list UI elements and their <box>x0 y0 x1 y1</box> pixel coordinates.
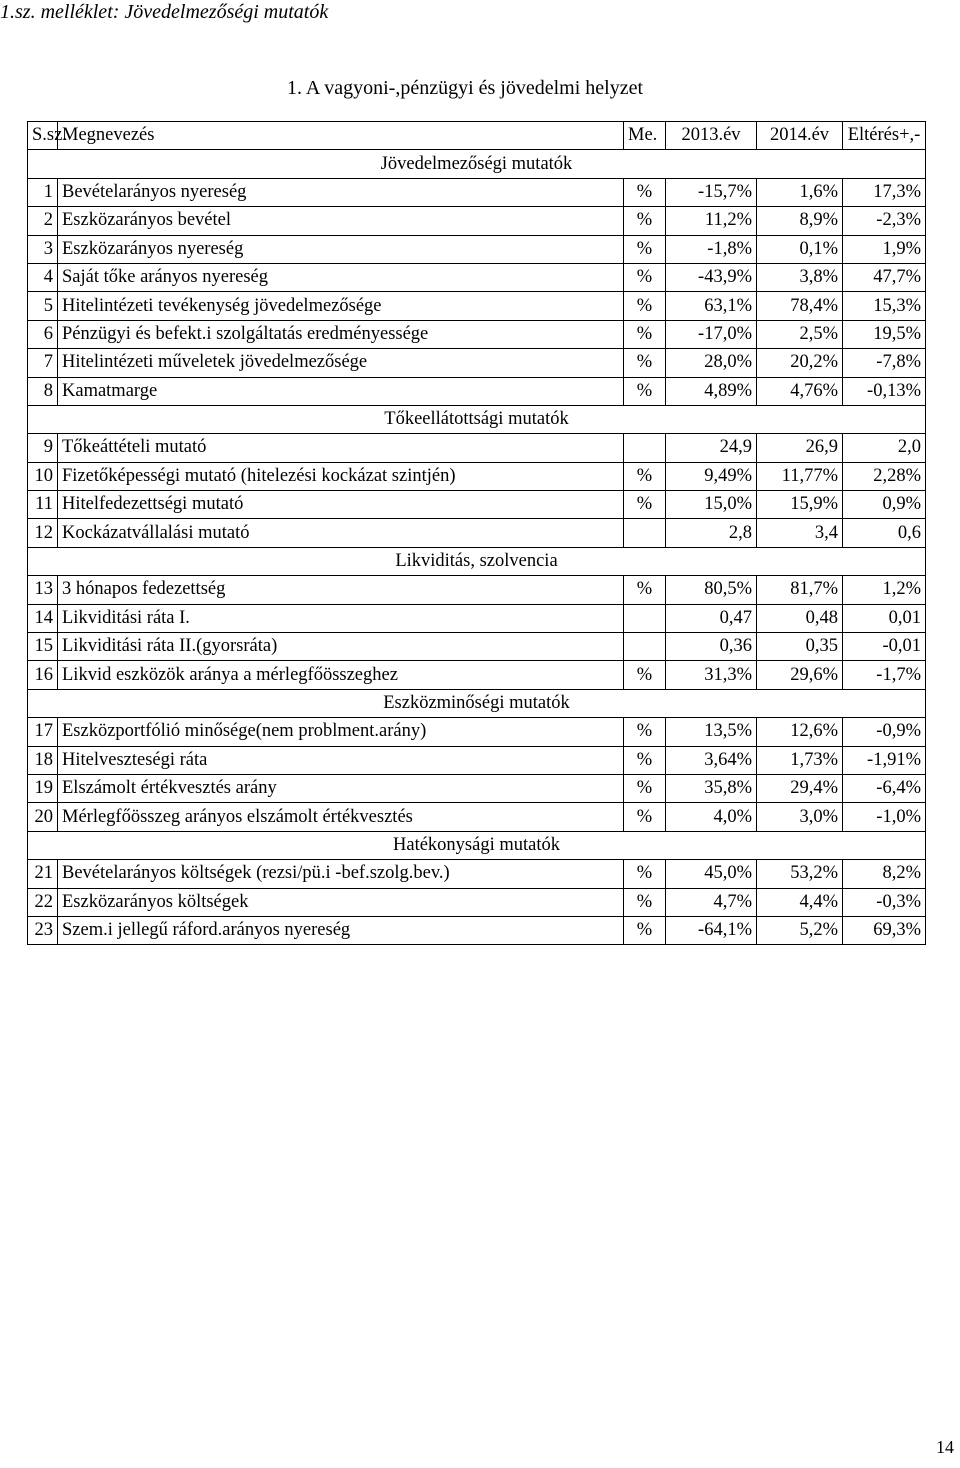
table-row <box>28 604 926 632</box>
row-serial-number: 12 <box>28 519 58 547</box>
row-difference: 2,0 <box>843 434 926 462</box>
row-name: Eszközarányos költségek <box>58 888 624 916</box>
table-row <box>28 320 926 348</box>
row-name: Likviditási ráta II.(gyorsráta) <box>58 633 624 661</box>
row-serial-number: 17 <box>28 718 58 746</box>
row-difference: -1,7% <box>843 661 926 689</box>
table-row <box>28 462 926 490</box>
row-value-2014: 29,4% <box>757 774 843 802</box>
row-difference: -0,3% <box>843 888 926 916</box>
row-value-2014: 11,77% <box>757 462 843 490</box>
row-name: Likviditási ráta I. <box>58 604 624 632</box>
row-name: Eszközportfólió minősége(nem problment.arány) <box>58 718 624 746</box>
table-row <box>28 633 926 661</box>
row-difference: -7,8% <box>843 349 926 377</box>
row-unit: % <box>624 377 666 405</box>
row-value-2013: 11,2% <box>666 207 757 235</box>
row-difference: -0,01 <box>843 633 926 661</box>
row-value-2014: 5,2% <box>757 916 843 944</box>
row-unit: % <box>624 292 666 320</box>
row-unit: % <box>624 803 666 831</box>
header-year-2013: 2013.év <box>666 122 757 150</box>
row-value-2014: 2,5% <box>757 320 843 348</box>
row-serial-number: 2 <box>28 207 58 235</box>
group-header-row <box>28 547 926 575</box>
row-difference: 2,28% <box>843 462 926 490</box>
row-difference: -2,3% <box>843 207 926 235</box>
row-value-2013: 4,0% <box>666 803 757 831</box>
row-value-2013: 15,0% <box>666 491 757 519</box>
row-value-2014: 1,73% <box>757 746 843 774</box>
row-name: Kockázatvállalási mutató <box>58 519 624 547</box>
row-value-2013: 9,49% <box>666 462 757 490</box>
row-value-2014: 4,76% <box>757 377 843 405</box>
row-value-2013: -15,7% <box>666 178 757 206</box>
table-row <box>28 434 926 462</box>
row-value-2013: 24,9 <box>666 434 757 462</box>
header-difference: Eltérés+,- <box>843 122 926 150</box>
row-value-2014: 3,4 <box>757 519 843 547</box>
row-value-2013: 0,47 <box>666 604 757 632</box>
table-row <box>28 377 926 405</box>
row-serial-number: 14 <box>28 604 58 632</box>
row-serial-number: 8 <box>28 377 58 405</box>
row-name: Szem.i jellegű ráford.arányos nyereség <box>58 916 624 944</box>
group-title: Likviditás, szolvencia <box>28 547 926 575</box>
row-value-2014: 20,2% <box>757 349 843 377</box>
group-header-row <box>28 831 926 859</box>
row-value-2013: -64,1% <box>666 916 757 944</box>
group-title: Eszközminőségi mutatók <box>28 689 926 717</box>
row-serial-number: 6 <box>28 320 58 348</box>
table-row <box>28 916 926 944</box>
row-difference: 15,3% <box>843 292 926 320</box>
row-serial-number: 1 <box>28 178 58 206</box>
table-row <box>28 263 926 291</box>
row-difference: 19,5% <box>843 320 926 348</box>
row-serial-number: 11 <box>28 491 58 519</box>
row-unit: % <box>624 491 666 519</box>
table-row <box>28 888 926 916</box>
row-value-2014: 0,1% <box>757 235 843 263</box>
row-unit: % <box>624 320 666 348</box>
row-difference: 1,2% <box>843 576 926 604</box>
table-row <box>28 774 926 802</box>
row-difference: 69,3% <box>843 916 926 944</box>
row-name: Hitelfedezettségi mutató <box>58 491 624 519</box>
row-value-2013: 3,64% <box>666 746 757 774</box>
row-name: Bevételarányos nyereség <box>58 178 624 206</box>
table-row <box>28 349 926 377</box>
row-difference: -1,91% <box>843 746 926 774</box>
row-unit: % <box>624 462 666 490</box>
row-name: Kamatmarge <box>58 377 624 405</box>
row-difference: 8,2% <box>843 860 926 888</box>
row-serial-number: 23 <box>28 916 58 944</box>
row-name: Eszközarányos nyereség <box>58 235 624 263</box>
row-difference: 17,3% <box>843 178 926 206</box>
header-unit: Me. <box>624 122 666 150</box>
row-serial-number: 4 <box>28 263 58 291</box>
row-difference: -0,9% <box>843 718 926 746</box>
row-value-2014: 3,8% <box>757 263 843 291</box>
table-row <box>28 491 926 519</box>
row-value-2013: 31,3% <box>666 661 757 689</box>
row-value-2014: 29,6% <box>757 661 843 689</box>
row-unit: % <box>624 860 666 888</box>
row-value-2014: 8,9% <box>757 207 843 235</box>
row-unit <box>624 633 666 661</box>
indicators-table <box>27 121 926 945</box>
row-unit: % <box>624 349 666 377</box>
row-serial-number: 10 <box>28 462 58 490</box>
row-value-2014: 15,9% <box>757 491 843 519</box>
row-value-2013: -17,0% <box>666 320 757 348</box>
header-name: Megnevezés <box>58 122 624 150</box>
row-name: Elszámolt értékvesztés arány <box>58 774 624 802</box>
document-title: 1.sz. melléklet: Jövedelmezőségi mutatók <box>0 1 329 23</box>
row-difference: -1,0% <box>843 803 926 831</box>
header-serial-number: S.sz. <box>28 122 58 150</box>
group-header-row <box>28 150 926 178</box>
row-value-2014: 53,2% <box>757 860 843 888</box>
row-value-2014: 12,6% <box>757 718 843 746</box>
row-value-2013: 2,8 <box>666 519 757 547</box>
row-value-2013: 45,0% <box>666 860 757 888</box>
row-value-2013: 13,5% <box>666 718 757 746</box>
row-unit: % <box>624 576 666 604</box>
row-name: Saját tőke arányos nyereség <box>58 263 624 291</box>
row-value-2013: 4,7% <box>666 888 757 916</box>
table-row <box>28 235 926 263</box>
group-header-row <box>28 405 926 433</box>
row-name: Tőkeáttételi mutató <box>58 434 624 462</box>
row-name: Hitelintézeti műveletek jövedelmezősége <box>58 349 624 377</box>
row-unit <box>624 519 666 547</box>
row-value-2014: 4,4% <box>757 888 843 916</box>
table-row <box>28 746 926 774</box>
row-difference: 0,01 <box>843 604 926 632</box>
row-name: Bevételarányos költségek (rezsi/pü.i -bef.szolg.bev.) <box>58 860 624 888</box>
row-value-2013: 28,0% <box>666 349 757 377</box>
row-difference: -0,13% <box>843 377 926 405</box>
row-difference: -6,4% <box>843 774 926 802</box>
row-unit <box>624 604 666 632</box>
row-serial-number: 9 <box>28 434 58 462</box>
row-name: Mérlegfőösszeg arányos elszámolt értékvesztés <box>58 803 624 831</box>
group-header-row <box>28 689 926 717</box>
row-unit <box>624 434 666 462</box>
row-serial-number: 15 <box>28 633 58 661</box>
table-row <box>28 178 926 206</box>
row-name: Fizetőképességi mutató (hitelezési kockázat szintjén) <box>58 462 624 490</box>
row-serial-number: 3 <box>28 235 58 263</box>
row-value-2014: 26,9 <box>757 434 843 462</box>
row-serial-number: 19 <box>28 774 58 802</box>
table-row <box>28 860 926 888</box>
row-value-2014: 81,7% <box>757 576 843 604</box>
row-value-2013: 0,36 <box>666 633 757 661</box>
row-value-2014: 3,0% <box>757 803 843 831</box>
row-serial-number: 22 <box>28 888 58 916</box>
table-header-row <box>28 122 926 150</box>
row-value-2013: 4,89% <box>666 377 757 405</box>
row-name: Likvid eszközök aránya a mérlegfőösszeghez <box>58 661 624 689</box>
row-value-2013: 35,8% <box>666 774 757 802</box>
indicators-table-body <box>28 122 926 945</box>
row-value-2014: 0,48 <box>757 604 843 632</box>
row-name: Hitelintézeti tevékenység jövedelmezősége <box>58 292 624 320</box>
row-serial-number: 21 <box>28 860 58 888</box>
page-number: 14 <box>936 1437 954 1457</box>
row-unit: % <box>624 774 666 802</box>
row-value-2013: 63,1% <box>666 292 757 320</box>
row-name: Hitelveszteségi ráta <box>58 746 624 774</box>
row-value-2013: -1,8% <box>666 235 757 263</box>
row-serial-number: 7 <box>28 349 58 377</box>
row-value-2014: 78,4% <box>757 292 843 320</box>
header-year-2014: 2014.év <box>757 122 843 150</box>
row-difference: 0,9% <box>843 491 926 519</box>
group-title: Tőkeellátottsági mutatók <box>28 405 926 433</box>
row-name: 3 hónapos fedezettség <box>58 576 624 604</box>
table-row <box>28 207 926 235</box>
row-unit: % <box>624 178 666 206</box>
table-row <box>28 576 926 604</box>
row-difference: 1,9% <box>843 235 926 263</box>
row-value-2014: 0,35 <box>757 633 843 661</box>
table-row <box>28 292 926 320</box>
section-heading: 1. A vagyoni-,pénzügyi és jövedelmi helyzet <box>286 77 644 99</box>
row-serial-number: 18 <box>28 746 58 774</box>
row-name: Pénzügyi és befekt.i szolgáltatás eredményessége <box>58 320 624 348</box>
group-title: Jövedelmezőségi mutatók <box>28 150 926 178</box>
row-serial-number: 5 <box>28 292 58 320</box>
row-value-2013: -43,9% <box>666 263 757 291</box>
row-unit: % <box>624 661 666 689</box>
table-row <box>28 803 926 831</box>
table-row <box>28 718 926 746</box>
row-unit: % <box>624 746 666 774</box>
row-value-2013: 80,5% <box>666 576 757 604</box>
row-serial-number: 13 <box>28 576 58 604</box>
row-serial-number: 20 <box>28 803 58 831</box>
group-title: Hatékonysági mutatók <box>28 831 926 859</box>
row-unit: % <box>624 235 666 263</box>
row-unit: % <box>624 718 666 746</box>
row-value-2014: 1,6% <box>757 178 843 206</box>
table-row <box>28 519 926 547</box>
row-unit: % <box>624 207 666 235</box>
row-unit: % <box>624 263 666 291</box>
row-name: Eszközarányos bevétel <box>58 207 624 235</box>
row-difference: 47,7% <box>843 263 926 291</box>
row-serial-number: 16 <box>28 661 58 689</box>
row-unit: % <box>624 888 666 916</box>
row-unit: % <box>624 916 666 944</box>
row-difference: 0,6 <box>843 519 926 547</box>
table-row <box>28 661 926 689</box>
